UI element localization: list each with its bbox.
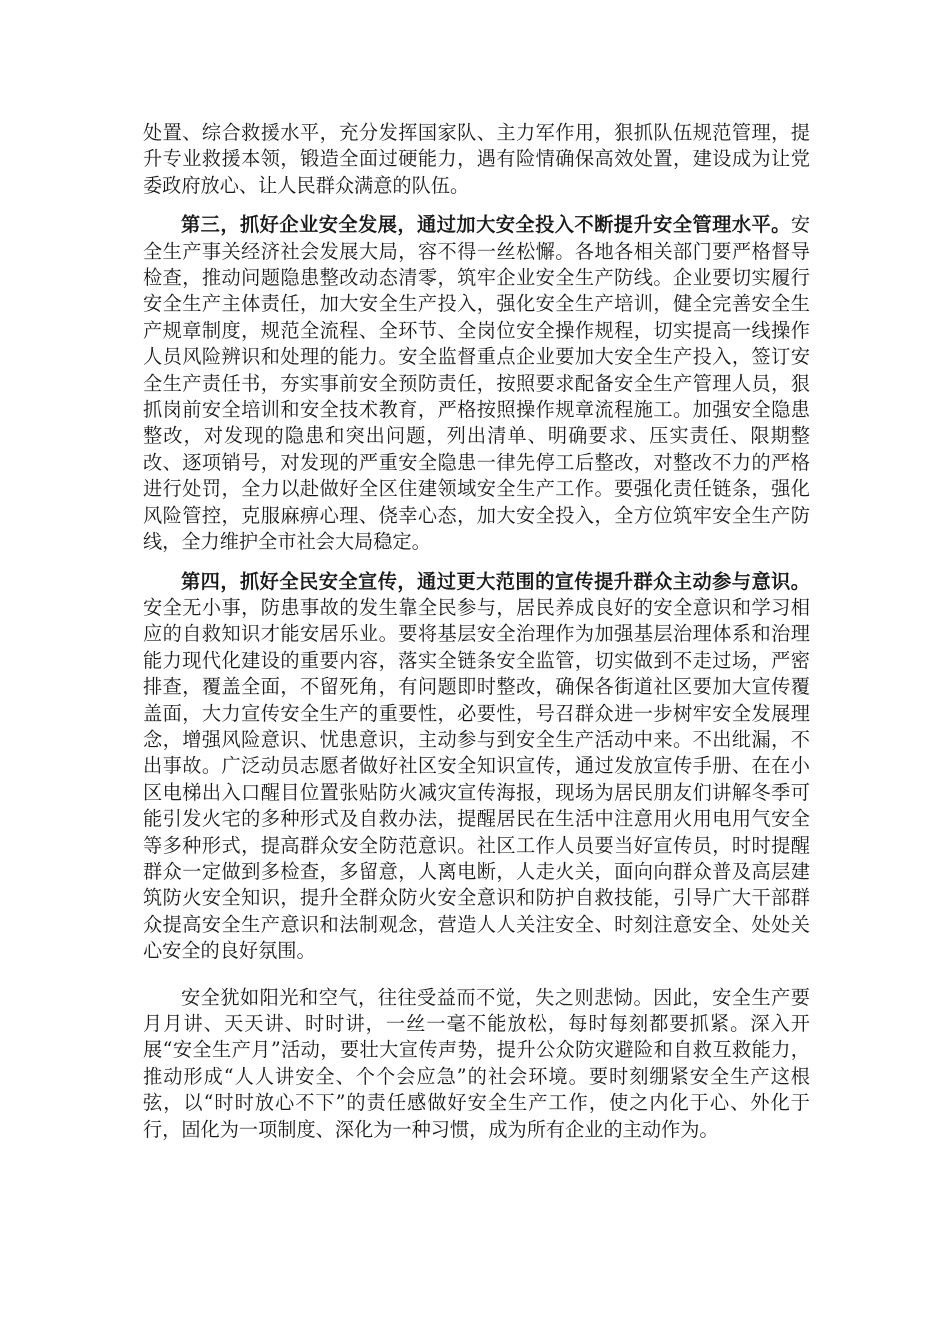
paragraph-body: 安全犹如阳光和空气，往往受益而不觉，失之则悲恸。因此，安全生产要月月讲、天天讲、时时讲，一丝一毫不能放松，每时每刻都要抓紧。深入开展“安全生产月”活动，要壮大宣传声势，提升公众防灾避险和自救互救能力，推动形成“人人讲安全、个个会应急”的社会环境。要时刻绷紧安全生产这根弦，以“时时放心不下”的责任感做好安全生产工作，使之内化于心、外化于行，固化为一项制度、深化为一种习惯，成为所有企业的主动作为。 bbox=[143, 985, 810, 1141]
paragraph-body: 处置、综合救援水平，充分发挥国家队、主力军作用，狠抓队伍规范管理，提升专业救援本领，锻造全面过硬能力，遇有险情确保高效处置，建设成为让党委政府放心、让人民群众满意的队伍。 bbox=[143, 121, 810, 197]
paragraph-lead-heading: 第三，抓好企业安全发展，通过加大安全投入不断提升安全管理水平。 bbox=[181, 213, 791, 237]
document-page bbox=[143, 120, 810, 1143]
paragraph-conclusion bbox=[143, 985, 810, 1143]
paragraph-fourth-point bbox=[143, 569, 810, 965]
paragraph-lead-heading: 第四，抓好全民安全宣传，通过更大范围的宣传提升群众主动参与意识。 bbox=[181, 569, 810, 593]
paragraph-body: 安全生产事关经济社会发展大局，容不得一丝松懈。各地各相关部门要严格督导检查，推动问题隐患整改动态清零，筑牢企业安全生产防线。企业要切实履行安全生产主体责任，加大安全生产投入，强化安全生产培训，健全完善安全生产规章制度，规范全流程、全环节、全岗位安全操作规程，切实提高一线操作人员风险辨识和处理的能力。安全监督重点企业要加大安全生产投入，签订安全生产责任书，夯实事前安全预防责任，按照要求配备安全生产管理人员，狠抓岗前安全培训和安全技术教育，严格按照操作规章流程施工。加强安全隐患整改，对发现的隐患和突出问题，列出清单、明确要求、压实责任、限期整改、逐项销号，对发现的严重安全隐患一律先停工后整改，对整改不力的严格进行处罚，全力以赴做好全区住建领域安全生产工作。要强化责任链条，强化风险管控，克服麻痹心理、侥幸心态，加大安全投入，全方位筑牢安全生产防线，全力维护全市社会大局稳定。 bbox=[143, 213, 810, 554]
paragraph-body: 安全无小事，防患事故的发生靠全民参与，居民养成良好的安全意识和学习相应的自救知识才能安居乐业。要将基层安全治理作为加强基层治理体系和治理能力现代化建设的重要内容，落实全链条安全监管，切实做到不走过场，严密排查，覆盖全面，不留死角，有问题即时整改，确保各街道社区要加大宣传覆盖面，大力宣传安全生产的重要性，必要性，号召群众进一步树牢安全发展理念，增强风险意识、忧患意识，主动参与到安全生产活动中来。不出纰漏，不出事故。广泛动员志愿者做好社区安全知识宣传，通过发放宣传手册、在在小区电梯出入口醒目位置张贴防火减灾宣传海报，现场为居民朋友们讲解冬季可能引发火宅的多种形式及自救办法，提醒居民在生活中注意用火用电用气安全等多种形式，提高群众安全防范意识。社区工作人员要当好宣传员，时时提醒群众一定做到多检查，多留意，人离电断，人走火关，面向向群众普及高层建筑防火安全知识，提升全群众防火安全意识和防护自救技能，引导广大干部群众提高安全生产意识和法制观念，营造人人关注安全、时刻注意安全、处处关心安全的良好氛围。 bbox=[143, 595, 810, 963]
paragraph-third-point bbox=[143, 212, 810, 555]
paragraph-continued bbox=[143, 120, 810, 199]
